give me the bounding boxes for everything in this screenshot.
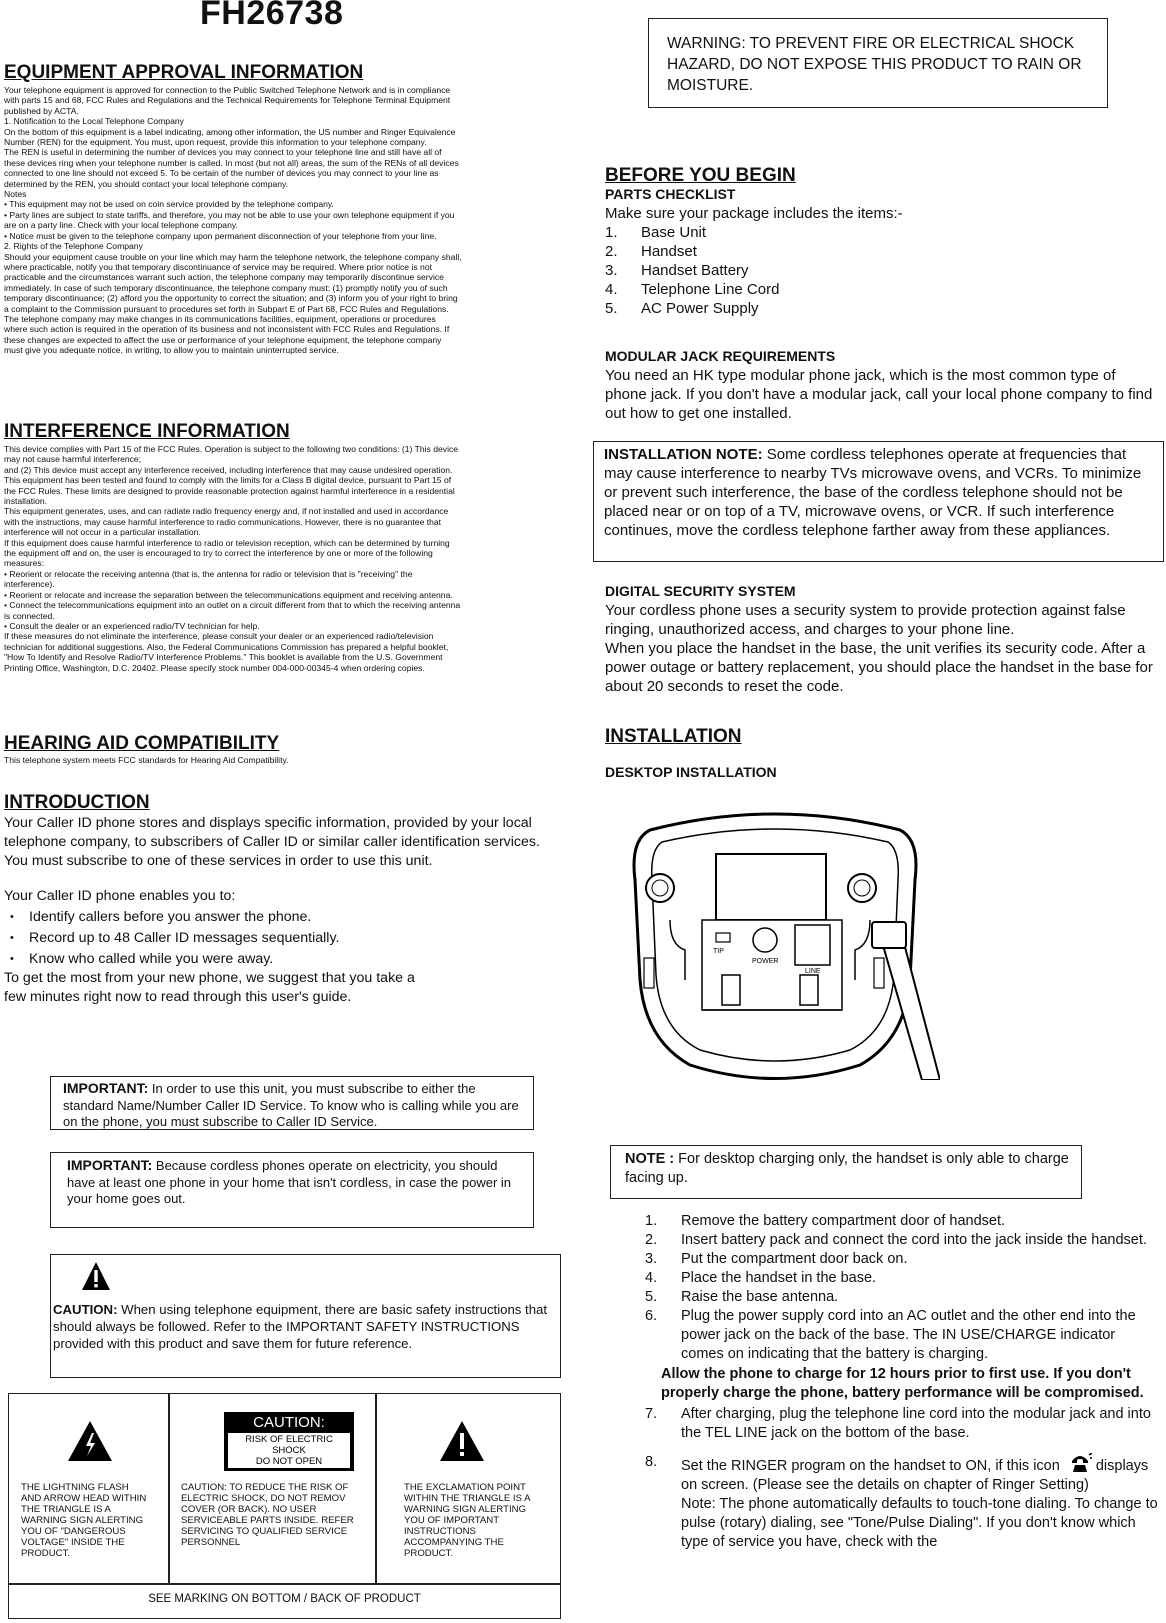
list-item: 4. Place the handset in the base.: [645, 1270, 877, 1286]
caution-label-title: CAUTION:: [253, 1414, 325, 1431]
important-box-2: [50, 1152, 534, 1228]
important-text: In order to use this unit, you must subscribe to either the standard Name/Number Caller ID Service. To know who is calling while you are on the phone, you must subscribe to Caller ID Service.: [63, 1081, 519, 1129]
hearing-text: This telephone system meets FCC standards for Hearing Aid Compatibility.: [4, 755, 289, 765]
warning-label: WARNING:: [667, 35, 746, 52]
intro-bullets: [4, 908, 552, 969]
list-item: 2. Insert battery pack and connect the cord into the jack inside the handset.: [645, 1232, 1147, 1248]
hearing-section: [4, 733, 552, 765]
base-unit-diagram: [610, 810, 940, 1080]
parts-list: [605, 223, 1160, 318]
caution-box: [50, 1254, 561, 1378]
warning-symbols-table: [8, 1393, 561, 1619]
text-line: 1. Notification to the Local Telephone Company: [4, 116, 184, 127]
text-line: connected to one line should not exceed 5. To be certain of the number of devices you may connect to your line as: [4, 168, 439, 179]
security-p2: When you place the handset in the base, the unit verifies its security code. After a power outage or battery replacement, you should place the handset in the base for about 20 seconds to reset the code.: [605, 640, 1153, 695]
caution-text: When using telephone equipment, there are basic safety instructions that should always be followed. Refer to the IMPORTANT SAFETY INSTRUCTIONS provided with this product and save them for future reference.: [53, 1302, 548, 1351]
installation-section: [605, 726, 1160, 780]
note-text: For desktop charging only, the handset is only able to charge facing up.: [625, 1151, 1069, 1186]
text-line: technician for additional suggestions. Also, the Federal Communications Commission has prepared a helpful booklet,: [4, 641, 449, 652]
text-line: are on a party line. Check with your local telephone company.: [4, 220, 238, 231]
list-item: 3. Put the compartment door back on.: [645, 1251, 908, 1267]
text-line: The telephone company may make changes in its communications facilities, equipment, operations or procedures: [4, 313, 436, 324]
text-line: Notes: [4, 189, 27, 200]
installation-note-label: INSTALLATION NOTE:: [604, 446, 763, 463]
text-line: Your telephone equipment is approved for connection to the Public Switched Telephone Network and is in compliance: [4, 85, 451, 95]
text-line: • Party lines are subject to state tariffs, and therefore, you may not be able to use your own telephone equipment if you: [4, 209, 455, 220]
installation-note-box: [593, 441, 1164, 562]
exclamation-triangle-icon: [439, 1420, 485, 1462]
text-line: Number (REN) for the equipment. You must, upon request, provide this information to your telephone company.: [4, 137, 427, 148]
text-line: measures:: [4, 558, 45, 569]
list-item: 5. Raise the base antenna.: [645, 1289, 839, 1305]
desktop-installation-heading: DESKTOP INSTALLATION: [605, 764, 777, 780]
modular-section: [605, 347, 1160, 423]
step8-text1: Set the RINGER program on the handset to ON, if this icon: [681, 1458, 1060, 1474]
modular-text: You need an HK type modular phone jack, which is the most common type of phone jack. If you don't have a modular jack, call your local phone company to find out how to get one installed.: [605, 367, 1153, 422]
text-line: practicable and the circumstances warrant such action, the telephone company may temporarily discontinue service: [4, 272, 444, 283]
text-line: with the instructions, may cause harmful interference to radio communications. However, there is no guarantee that: [4, 516, 442, 527]
caution-label-sub2: DO NOT OPEN: [255, 1456, 323, 1467]
list-item: 1. Remove the battery compartment door of handset.: [645, 1213, 1006, 1229]
table-footer: SEE MARKING ON BOTTOM / BACK OF PRODUCT: [148, 1593, 421, 1605]
security-section: [605, 582, 1160, 696]
parts-intro: Make sure your package includes the items:-: [605, 205, 903, 222]
text-line: This device complies with Part 15 of the FCC Rules. Operation is subject to the following two conditions: (1) This device: [4, 444, 459, 454]
list-item: 6. Plug the power supply cord into an AC outlet and the other end into the power jack on the back of the base. The IN USE/CHARGE indicator comes on indicating that the battery is charging.: [645, 1308, 1136, 1362]
text-line: This equipment has been tested and found to comply with the limits for a Class B digital device, pursuant to Part 15 of: [4, 475, 452, 486]
intro-heading: INTRODUCTION: [4, 792, 150, 813]
intro-enables: Your Caller ID phone enables you to:: [4, 888, 236, 904]
list-item: • Identify callers before you answer the phone.: [4, 908, 552, 927]
text-line: "How To Identify and Resolve Radio/TV Interference Problems." This booklet is available from the U.S. Government: [4, 652, 443, 663]
caution-label-sub1: RISK OF ELECTRIC SHOCK: [245, 1434, 333, 1456]
step8-text2: displays on screen. (Please see the details on chapter of Ringer Setting): [681, 1458, 1149, 1493]
text-line: these changes are expected to affect the use or performance of your telephone equipment, the telephone company: [4, 334, 442, 345]
charge-warning: Allow the phone to charge for 12 hours prior to first use. If you don't properly charge the phone, battery performance will be compromised.: [661, 1366, 1144, 1401]
security-heading: DIGITAL SECURITY SYSTEM: [605, 583, 796, 599]
line-label: LINE: [805, 968, 821, 975]
intro-closing: To get the most from your new phone, we suggest that you take a few minutes right now to read through this user's guide.: [4, 970, 415, 1005]
text-line: the FCC Rules. These limits are designed to provide reasonable protection against harmful interference in a residential: [4, 485, 455, 496]
text-line: interference will not occur in a particular installation.: [4, 527, 201, 538]
list-item: • Know who called while you were away.: [4, 950, 552, 969]
installation-note-text: Some cordless telephones operate at frequencies that may cause interference to nearby TVs microwave ovens, and VCRs. To minimize or prevent such interference, the base of the cordless telephone should not be placed near or on top of a TV, microwave ovens, or VCR. If such interference continues, move the cordless telephone farther away from these appliances.: [604, 446, 1142, 539]
list-item: 1. Base Unit: [605, 224, 707, 241]
text-line: If this equipment does cause harmful interference to radio or television reception, which can be determined by turning: [4, 537, 450, 548]
installation-steps: [645, 1212, 1160, 1552]
text-line: published by ACTA.: [4, 105, 79, 116]
step8-note: Note: The phone automatically defaults to touch-tone dialing. To change to pulse (rotary) dialing, see "Tone/Pulse Dialing". If you don't know which type of service you have, check with the: [681, 1496, 1158, 1550]
power-label: POWER: [752, 958, 779, 965]
caution-label-graphic: [224, 1412, 354, 1471]
steps-list: [645, 1212, 1160, 1364]
text-line: temporary discontinuance; (2) afford you the opportunity to correct the situation; and (3) inform you of your right to bring: [4, 293, 458, 304]
equipment-text: [4, 85, 552, 356]
interference-section: [4, 421, 552, 673]
security-p1: Your cordless phone uses a security system to provide protection against false ringing, unauthorized access, and charges to your phone line.: [605, 602, 1126, 638]
caution-caption: CAUTION: TO REDUCE THE RISK OF ELECTRIC SHOCK, DO NOT REMOV COVER (OR BACK). NO USER SERVICEABLE PARTS INSIDE. REFER SERVICING TO QUALIFIED SERVICE PERSONNEL: [181, 1482, 354, 1548]
list-item: 7. After charging, plug the telephone line cord into the modular jack and into the TEL LINE jack on the bottom of the base.: [645, 1406, 1151, 1441]
text-line: The REN is useful in determining the number of devices you may connect to your telephone line and still have all of: [4, 147, 442, 158]
text-line: where practicable, notify you that temporary discontinuance of service may be required. Where prior notice is not: [4, 261, 432, 272]
note-box: [610, 1145, 1082, 1199]
text-line: • Reorient or relocate the receiving antenna (that is, the antenna for radio or television that is "receiving" the: [4, 568, 413, 579]
text-line: If these measures do not eliminate the interference, please consult your dealer or an experienced radio/television: [4, 631, 434, 642]
modular-heading: MODULAR JACK REQUIREMENTS: [605, 348, 836, 364]
text-line: and (2) This device must accept any interference received, including interference that may cause undesired operation.: [4, 464, 453, 475]
before-section: [605, 166, 1160, 318]
interference-heading: INTERFERENCE INFORMATION: [4, 421, 290, 442]
text-line: • Connect the telecommunications equipment into an outlet on a circuit different from that to which the receiving antenna: [4, 600, 461, 611]
important-label: IMPORTANT:: [67, 1157, 153, 1173]
before-heading: BEFORE YOU BEGIN: [605, 165, 796, 186]
text-line: installation.: [4, 496, 47, 507]
exclamation-caption: THE EXCLAMATION POINT WITHIN THE TRIANGLE IS A WARNING SIGN ALERTING YOU OF IMPORTANT INSTRUCTIONS ACCOMPANYING THE PRODUCT.: [404, 1482, 530, 1559]
list-item: 8. Set the RINGER program on the handset to ON, if this icon displays on screen. (Please see the details on chapter of Ringer Setting) Note: The phone automatically defaults to touch-tone dialing. To change to pulse (rotary) dialing, see "Tone/Pulse Dialing". If you don't know which type of service you have, check with the: [645, 1454, 1158, 1550]
equipment-section: [4, 62, 552, 356]
intro-section: [4, 793, 552, 1007]
text-line: with parts 15 and 68, FCC Rules and Regulations and the Technical Requirements for Telephone Terminal Equipment: [4, 95, 451, 106]
important-box-1: [50, 1076, 534, 1130]
text-line: must give you adequate notice, in writing, to allow you to maintain uninterrupted service.: [4, 345, 339, 356]
list-item: 3. Handset Battery: [605, 262, 749, 279]
model-number: FH26738: [200, 0, 344, 32]
text-line: Printing Office, Washington, D.C. 20402. Please specify stock number 004-000-00345-4 when ordering copies.: [4, 662, 425, 673]
list-item: 4. Telephone Line Cord: [605, 281, 780, 298]
text-line: • This equipment may not be used on coin service provided by the telephone company.: [4, 199, 334, 210]
text-line: Should your equipment cause trouble on your line which may harm the telephone network, the telephone company shall,: [4, 251, 462, 262]
text-line: On the bottom of this equipment is a label indicating, among other information, the US number and Ringer Equivalence: [4, 126, 456, 137]
text-line: a complaint to the Commission pursuant to procedures set forth in Subpart E of Part 68, FCC Rules and Regulations.: [4, 303, 449, 314]
installation-heading: INSTALLATION: [605, 726, 742, 747]
caution-label: CAUTION:: [53, 1302, 118, 1317]
list-item: • Record up to 48 Caller ID messages sequentially.: [4, 929, 552, 948]
hearing-heading: HEARING AID COMPATIBILITY: [4, 733, 280, 754]
text-line: where such action is required in the operation of its business and not inconsistent with FCC Rules and Regulations. If: [4, 324, 450, 335]
interference-text: [4, 444, 552, 673]
ringer-icon: [1068, 1453, 1092, 1473]
text-line: is connected.: [4, 610, 55, 621]
lightning-triangle-icon: [67, 1420, 113, 1462]
text-line: • Consult the dealer or an experienced radio/TV technician for help.: [4, 620, 260, 631]
text-line: the equipment off and on, the user is encouraged to try to correct the interference by one or more of the following: [4, 548, 433, 559]
warning-text: TO PREVENT FIRE OR ELECTRICAL SHOCK HAZARD, DO NOT EXPOSE THIS PRODUCT TO RAIN OR MOISTURE.: [667, 35, 1082, 94]
text-line: these devices ring when your telephone number is called. In most (but not all) areas, the sum of the RENs of all devices: [4, 157, 459, 168]
list-item: 2. Handset: [605, 243, 697, 260]
text-line: immediately. In case of such temporary discontinuance, the telephone company must: (1) promptly notify you of such: [4, 282, 448, 293]
important-label: IMPORTANT:: [63, 1080, 149, 1096]
text-line: determined by the REN, you should contact your local telephone company.: [4, 178, 289, 189]
important-text: Because cordless phones operate on electricity, you should have at least one phone in your home that isn't cordless, in case the power in your home goes out.: [67, 1158, 512, 1206]
note-label: NOTE :: [625, 1151, 675, 1167]
intro-paragraph: Your Caller ID phone stores and displays specific information, provided by your local telephone company, to subscribers of Caller ID or similar caller identification services. You must subscribe to one of these services in order to use this unit.: [4, 815, 540, 869]
text-line: may not cause harmful interference;: [4, 454, 142, 465]
parts-checklist-heading: PARTS CHECKLIST: [605, 186, 736, 202]
exclamation-triangle-icon: [81, 1261, 111, 1291]
steps-list-cont: [645, 1405, 1160, 1552]
text-line: 2. Rights of the Telephone Company: [4, 241, 143, 252]
equipment-heading: EQUIPMENT APPROVAL INFORMATION: [4, 62, 364, 83]
text-line: • Reorient or relocate and increase the separation between the telecommunications equipment and receiving antenna.: [4, 589, 453, 600]
text-line: • Notice must be given to the telephone company upon permanent disconnection of your telephone from your line.: [4, 230, 437, 241]
tip-label: TIP: [713, 948, 724, 955]
text-line: This equipment generates, uses, and can radiate radio frequency energy and, if not installed and used in accordance: [4, 506, 449, 517]
text-line: interference).: [4, 579, 55, 590]
warning-box: [648, 18, 1108, 108]
lightning-caption: THE LIGHTNING FLASH AND ARROW HEAD WITHIN THE TRIANGLE IS A WARNING SIGN ALERTING YOU OF "DANGEROUS VOLTAGE" INSIDE THE PRODUCT.: [21, 1482, 147, 1559]
list-item: 5. AC Power Supply: [605, 300, 759, 317]
